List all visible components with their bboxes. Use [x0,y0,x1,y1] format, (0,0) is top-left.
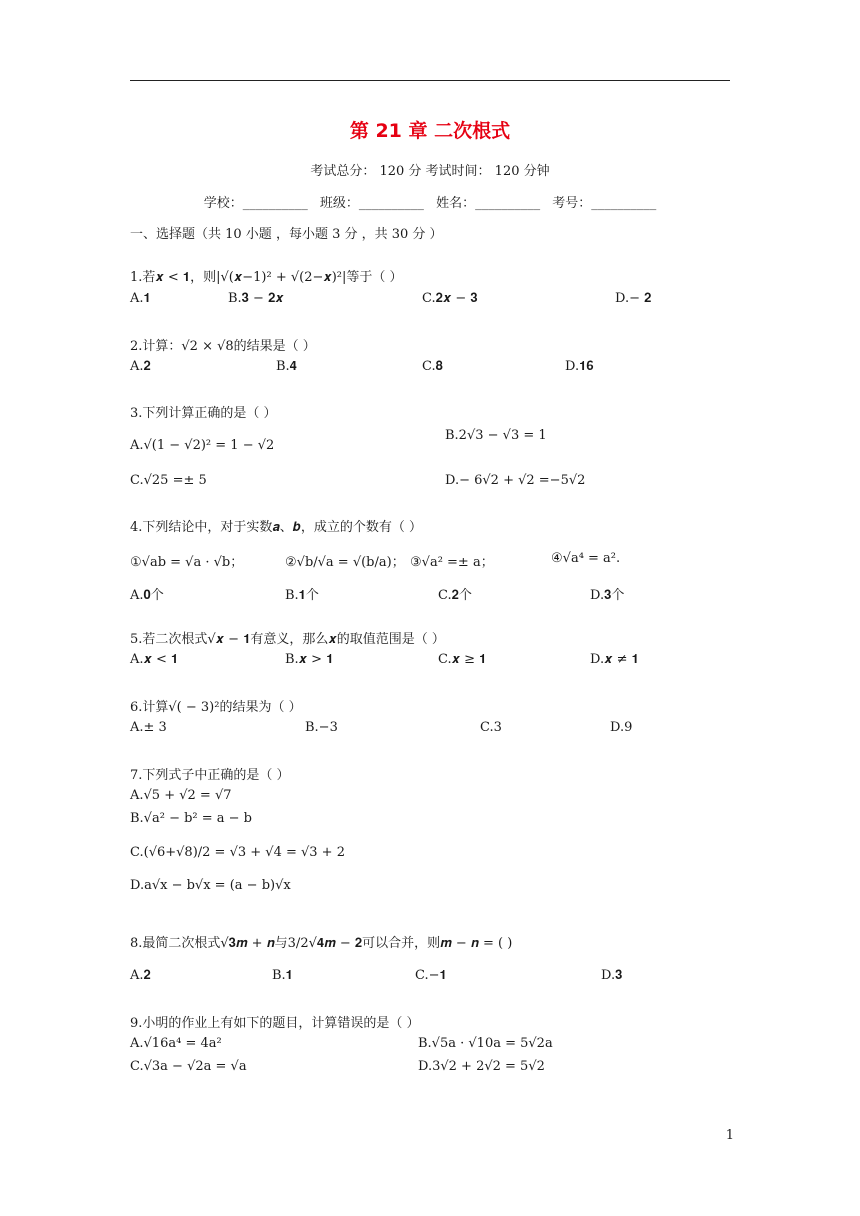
question-5-option-a: A.𝒙 < 𝟏 [130,652,179,667]
header-rule [130,80,730,81]
question-8-stem: 8.最简二次根式√𝟑𝒎 + 𝒏与3/2√𝟒𝒎 − 𝟐可以合并，则𝒎 − 𝒏 = ( ) [130,936,513,951]
question-2-option-d: D.𝟏𝟔 [565,359,594,374]
question-3-option-d: D.− 6√2 + √2 =−5√2 [445,473,586,488]
question-1-option-c: C.𝟐𝒙 − 𝟑 [422,291,478,306]
question-3-option-b: B.2√3 − √3 = 1 [445,428,547,443]
question-2-option-a: A.𝟐 [130,359,151,374]
school-field: 学校：__________ [203,196,308,211]
question-4-option-a: A.𝟎个 [130,588,164,603]
class-field: 班级：__________ [319,196,424,211]
question-5-stem: 5.若二次根式√𝒙 − 𝟏有意义，那么𝒙的取值范围是（ ） [130,632,445,647]
section-heading: 一、选择题（共 10 小题 ，每小题 3 分 ，共 30 分 ） [130,227,443,242]
question-4-statement-4: ④√a⁴ = a². [551,551,621,566]
name-field: 姓名：__________ [436,196,541,211]
chapter-title: 第 21 章 二次根式 [349,120,511,142]
question-2-stem: 2.计算：√2 × √8的结果是（ ） [130,339,316,354]
question-9-stem: 9.小明的作业上有如下的题目，计算错误的是（ ） [130,1016,420,1031]
question-5-option-b: B.𝒙 > 𝟏 [285,652,334,667]
question-9-option-c: C.√3a − √2a = √a [130,1059,247,1074]
question-7-option-d: D.a√x − b√x = (a − b)√x [130,878,291,893]
question-4-statement-3: ③√a² =± a； [410,555,494,570]
exam-number-field: 考号：__________ [552,196,657,211]
question-8-option-c: C.−𝟏 [415,968,447,983]
question-4-statement-1: ①√ab = √a · √b； [130,555,244,570]
question-5-option-c: C.𝒙 ≥ 𝟏 [438,652,487,667]
question-2-option-c: C.𝟖 [422,359,443,374]
question-8-option-d: D.𝟑 [601,968,623,983]
page-number: 1 [725,1128,734,1143]
question-5-option-d: D.𝒙 ≠ 𝟏 [590,652,639,667]
question-6-option-a: A.± 3 [130,720,167,735]
question-2-option-b: B.𝟒 [276,359,297,374]
question-6-option-b: B.−3 [305,720,338,735]
question-7-option-a: A.√5 + √2 = √7 [130,788,232,803]
question-9-option-b: B.√5a · √10a = 5√2a [418,1036,553,1051]
question-9-option-d: D.3√2 + 2√2 = 5√2 [418,1059,545,1074]
question-4-option-c: C.𝟐个 [438,588,472,603]
student-fields [0,192,860,211]
question-8-option-b: B.𝟏 [272,968,293,983]
question-7-option-c: C.(√6+√8)/2 = √3 + √4 = √3 + 2 [130,845,345,860]
question-1-option-b: B.𝟑 − 𝟐𝒙 [228,291,284,306]
question-7-stem: 7.下列式子中正确的是（ ） [130,768,290,783]
question-3-option-a: A.√(1 − √2)² = 1 − √2 [130,438,275,453]
question-7-option-b: B.√a² − b² = a − b [130,811,253,826]
exam-info: 考试总分： 120 分 考试时间： 120 分钟 [310,164,550,179]
question-6-option-d: D.9 [610,720,633,735]
question-9-option-a: A.√16a⁴ = 4a² [130,1036,222,1051]
question-3-option-c: C.√25 =± 5 [130,473,207,488]
question-8-option-a: A.𝟐 [130,968,151,983]
question-3-stem: 3.下列计算正确的是（ ） [130,406,277,421]
question-1-stem: 1.若𝒙 < 𝟏，则|√(𝒙−1)² + √(2−𝒙)²|等于（ ） [130,270,403,285]
question-4-option-d: D.𝟑个 [590,588,625,603]
question-1-option-a: A.𝟏 [130,291,151,306]
question-4-option-b: B.𝟏个 [285,588,319,603]
question-4-statement-2: ②√b/√a = √(b/a)； [285,555,405,570]
question-4-stem: 4.下列结论中，对于实数𝒂、𝒃，成立的个数有（ ） [130,520,422,535]
question-6-option-c: C.3 [480,720,502,735]
question-1-option-d: D.− 𝟐 [615,291,652,306]
question-6-stem: 6.计算√( − 3)²的结果为（ ） [130,700,302,715]
